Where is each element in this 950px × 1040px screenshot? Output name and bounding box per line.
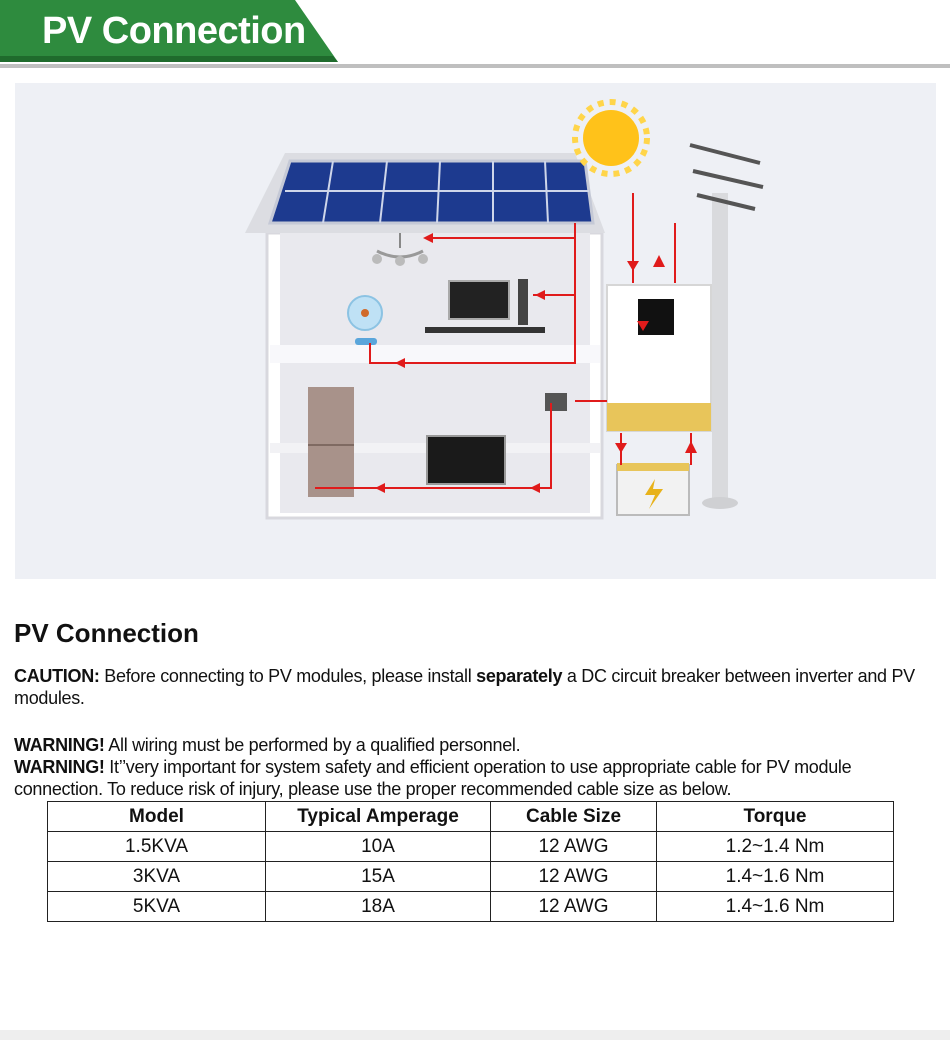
cell-torque: 1.4~1.6 Nm xyxy=(657,862,894,892)
cell-torque: 1.2~1.4 Nm xyxy=(657,832,894,862)
warning-text-1: All wiring must be performed by a qualified personnel. xyxy=(104,735,521,755)
caution-text-1: Before connecting to PV modules, please install xyxy=(99,666,477,686)
battery-icon xyxy=(617,463,689,515)
warning-paragraph xyxy=(14,734,939,800)
column-header-torque: Torque xyxy=(657,802,894,832)
cell-cable-size: 12 AWG xyxy=(491,892,657,922)
cell-model: 5KVA xyxy=(48,892,266,922)
television-icon xyxy=(427,436,505,484)
breaker-icon xyxy=(545,393,567,411)
sun-icon xyxy=(575,102,647,174)
header-banner xyxy=(0,0,950,68)
cell-cable-size: 12 AWG xyxy=(491,862,657,892)
warning-label-2: WARNING! xyxy=(14,757,105,777)
column-header-cable-size: Cable Size xyxy=(491,802,657,832)
cable-spec-table xyxy=(47,801,894,922)
cell-amperage: 18A xyxy=(266,892,491,922)
column-header-amperage: Typical Amperage xyxy=(266,802,491,832)
caution-label: CAUTION: xyxy=(14,666,100,686)
inverter-icon xyxy=(607,285,711,431)
system-diagram xyxy=(15,83,936,579)
cell-amperage: 15A xyxy=(266,862,491,892)
refrigerator-icon xyxy=(308,387,354,497)
warning-text-2: It’’very important for system safety and efficient operation to use appropriate cable for PV module connection. To reduce risk of injury, please use the proper recommended cable size as below. xyxy=(14,757,852,799)
warning-line-2 xyxy=(14,756,939,800)
cell-amperage: 10A xyxy=(266,832,491,862)
section-title: PV Connection xyxy=(14,618,199,648)
warning-line-1 xyxy=(14,734,939,756)
table-row xyxy=(48,862,894,892)
cell-cable-size: 12 AWG xyxy=(491,832,657,862)
cell-torque: 1.4~1.6 Nm xyxy=(657,892,894,922)
caution-text-2: a DC circuit breaker between inverter and PV modules. xyxy=(14,666,915,708)
solar-panel-icon xyxy=(270,161,593,223)
cell-model: 3KVA xyxy=(48,862,266,892)
table-row xyxy=(48,892,894,922)
caution-paragraph xyxy=(14,665,939,709)
table-header-row xyxy=(48,802,894,832)
cell-model: 1.5KVA xyxy=(48,832,266,862)
caution-emphasis: separately xyxy=(476,666,563,686)
column-header-model: Model xyxy=(48,802,266,832)
footer-bar xyxy=(0,1030,950,1040)
table-row xyxy=(48,832,894,862)
warning-label-1: WARNING! xyxy=(14,735,105,755)
page-title: PV Connection xyxy=(42,10,306,52)
